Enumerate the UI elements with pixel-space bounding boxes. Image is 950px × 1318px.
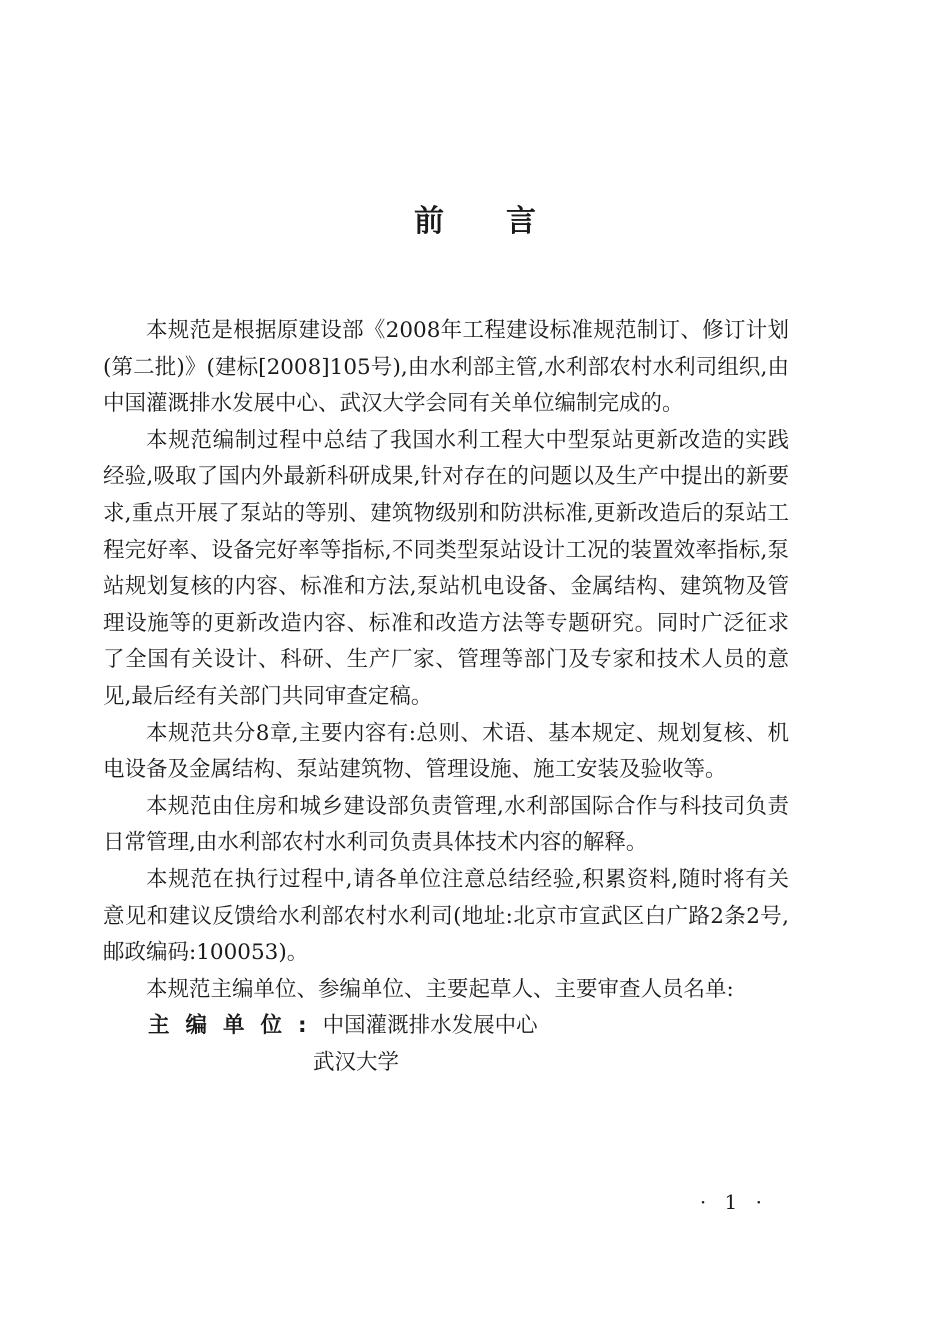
- chief-unit-2: 武汉大学: [313, 1049, 400, 1075]
- paragraph-chapters: 本规范共分8章,主要内容有:总则、术语、基本规定、规划复核、机电设备及金属结构、泵站建筑物、管理设施、施工安装及验收等。: [103, 720, 789, 783]
- chief-units-row-2: [103, 1045, 789, 1082]
- paragraph-basis: 本规范是根据原建设部《2008年工程建设标准规范制订、修订计划(第二批)》(建标[2008]105号),由水利部主管,水利部农村水利司组织,由中国灌溉排水发展中心、武汉大学会同有关单位编制完成的。: [103, 318, 789, 417]
- paragraph-process: 本规范编制过程中总结了我国水利工程大中型泵站更新改造的实践经验,吸取了国内外最新科研成果,针对存在的问题以及生产中提出的新要求,重点开展了泵站的等别、建筑物级别和防洪标准,更新改造后的泵站工程完好率、设备完好率等指标,不同类型泵站设计工况的装置效率指标,泵站规划复核的内容、标准和方法,泵站机电设备、金属结构、建筑物及管理设施等的更新改造内容、标准和改造方法等专题研究。同时广泛征求了全国有关设计、科研、生产厂家、管理等部门及专家和技术人员的意见,最后经有关部门共同审查定稿。: [103, 427, 789, 709]
- paragraph-management: 本规范由住房和城乡建设部负责管理,水利部国际合作与科技司负责日常管理,由水利部农村水利司负责具体技术内容的解释。: [103, 793, 789, 856]
- paragraph-units-intro: 本规范主编单位、参编单位、主要起草人、主要审查人员名单:: [146, 976, 734, 1002]
- page-title: 前言: [414, 204, 598, 239]
- chief-units-row: [103, 1008, 789, 1045]
- chief-unit-1: 中国灌溉排水发展中心: [322, 1013, 538, 1039]
- paragraph-feedback: 本规范在执行过程中,请各单位注意总结经验,积累资料,随时将有关意见和建议反馈给水利部农村水利司(地址:北京市宣武区白广路2条2号,邮政编码:100053)。: [103, 866, 789, 966]
- preface-body: [103, 313, 789, 1081]
- chief-units-label: 主编单位:: [148, 1013, 323, 1039]
- page-number: · 1 ·: [699, 1190, 768, 1214]
